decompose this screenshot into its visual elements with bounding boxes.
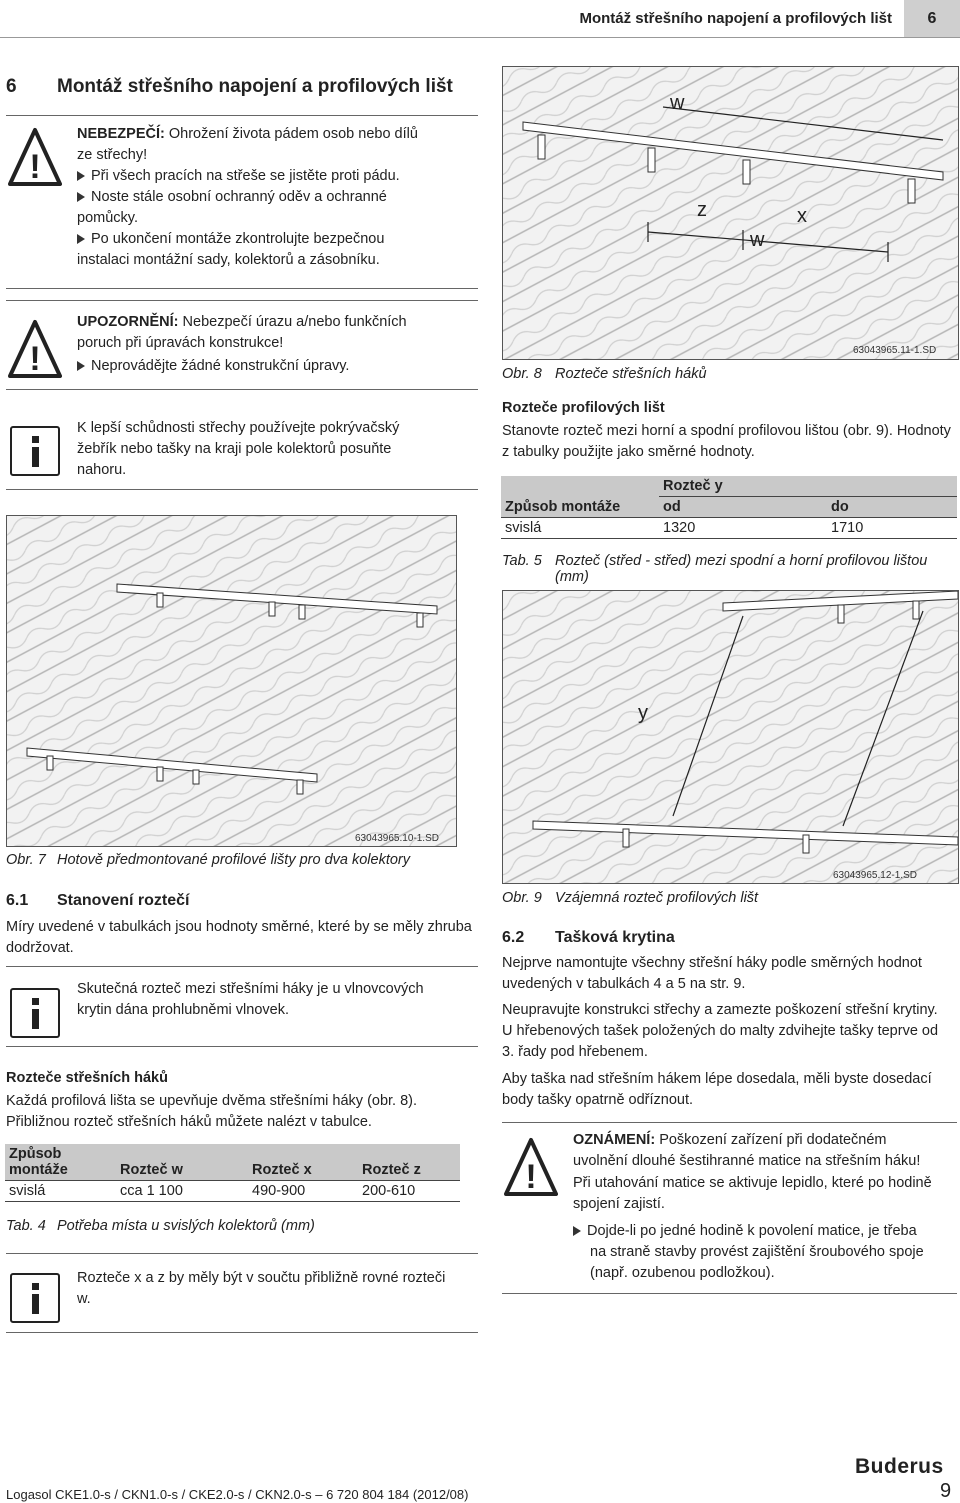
notice-item: Dojde-li po jedné hodině k povolení matice, je třeba na straně stavby provést zajištění šroubového spoje (např. ozubenou podložkou).	[573, 1221, 933, 1284]
info3-top-rule	[6, 1253, 478, 1254]
section-title: Montáž střešního napojení a profilových lišt	[57, 76, 453, 97]
figure-7-label: Obr. 7	[6, 852, 46, 868]
notice-list	[573, 1221, 933, 1284]
subsection-title: Tašková krytina	[555, 929, 675, 946]
hooks-heading: Rozteče střešních háků	[6, 1070, 168, 1086]
svg-text:!: !	[525, 1158, 537, 1196]
figure-8-caption: Rozteče střešních háků	[555, 366, 707, 382]
figure-7-roof-rails	[6, 515, 457, 847]
info-icon	[10, 988, 60, 1038]
figure-8-hook-spacing	[502, 66, 959, 360]
table-header: do	[827, 497, 957, 518]
table-group-header: Rozteč y	[659, 476, 957, 497]
notice-label: OZNÁMENÍ:	[573, 1132, 656, 1148]
caution-bottom-rule	[6, 389, 478, 390]
table-4-caption: Potřeba místa u svislých kolektorů (mm)	[57, 1218, 315, 1234]
caution-item: Neprovádějte žádné konstrukční úpravy.	[77, 356, 432, 377]
table-header: Způsob montáže	[501, 497, 659, 518]
info1-bottom-rule	[6, 489, 478, 490]
info3-bottom-rule	[6, 1332, 478, 1333]
info2-bottom-rule	[6, 1046, 478, 1047]
arrow-bullet-icon	[77, 234, 85, 244]
table-header: od	[659, 497, 827, 518]
figure-9-profile-spacing	[502, 590, 959, 884]
info-text-ladder: K lepší schůdnosti střechy používejte pokrývačský žebřík nebo tašky na kraji pole kolektorů posuňte nahoru.	[77, 420, 400, 478]
caution-label: UPOZORNĚNÍ:	[77, 314, 179, 330]
warning-icon	[504, 1136, 558, 1198]
header-rule	[0, 37, 960, 38]
section-6-2-p3: Aby taška nad střešním hákem lépe dosedala, měli byste dosedací body tašky opatrně odříznout.	[502, 1071, 932, 1108]
danger-top-rule	[6, 115, 478, 116]
footer-page-number: 9	[940, 1480, 952, 1502]
profiles-heading: Rozteče profilových lišt	[502, 400, 665, 416]
subsection-title: Stanovení roztečí	[57, 892, 190, 909]
danger-text: Ohrožení života pádem osob nebo dílů ze střechy!	[77, 126, 418, 163]
table-row: svislá cca 1 100 490-900 200-610	[5, 1181, 460, 1202]
warning-icon	[8, 126, 62, 188]
dimension-x: x	[797, 205, 807, 227]
figure-8-label: Obr. 8	[502, 366, 542, 382]
info-text-spacing: Rozteče x a z by měly být v součtu přibližně rovné rozteči w.	[77, 1270, 446, 1307]
section-6-1-text: Míry uvedené v tabulkách jsou hodnoty směrné, které by se měly zhruba dodržovat.	[6, 919, 472, 956]
danger-notice	[77, 124, 432, 166]
arrow-bullet-icon	[573, 1226, 581, 1236]
info-icon	[10, 426, 60, 476]
danger-item: Noste stále osobní ochranný oděv a ochranné pomůcky.	[77, 189, 387, 226]
danger-item: Při všech pracích na střeše se jistěte proti pádu.	[77, 166, 432, 187]
table-5-caption: Rozteč (střed - střed) mezi spodní a horní profilovou lištou (mm)	[555, 553, 928, 585]
figure-7-code: 63043965.10-1.SD	[355, 833, 439, 844]
svg-text:!: !	[29, 340, 41, 378]
arrow-bullet-icon	[77, 361, 85, 371]
roof-rails-illustration	[7, 516, 456, 846]
dimension-w-top: w	[670, 92, 685, 114]
table-header: Rozteč x	[248, 1144, 358, 1181]
section-6-2-p2: Neupravujte konstrukci střechy a zamezte poškození střešní krytiny. U hřebenových tašek položených do malty zdvihejte tašky teprve od 3. řady pod hřebenem.	[502, 1002, 939, 1060]
caution-notice	[77, 312, 417, 354]
profile-spacing-illustration	[503, 591, 958, 883]
figure-9-caption: Vzájemná rozteč profilových lišt	[555, 890, 759, 906]
footer-document-id: Logasol CKE1.0-s / CKN1.0-s / CKE2.0-s / CKN2.0-s – 6 720 804 184 (2012/08)	[6, 1487, 469, 1502]
subsection-number: 6.2	[502, 929, 525, 946]
svg-text:!: !	[29, 148, 41, 186]
section-number: 6	[6, 76, 17, 97]
danger-item: Po ukončení montáže zkontrolujte bezpečnou instalaci montážní sady, kolektorů a zásobníku.	[77, 231, 385, 268]
caution-list	[77, 356, 432, 377]
caution-top-rule	[6, 300, 478, 301]
info-text-corrugated: Skutečná rozteč mezi střešními háky je u vlnovcových krytin dána prohlubněmi vlnovek.	[77, 981, 424, 1018]
dimension-z: z	[697, 199, 707, 221]
profiles-text: Stanovte rozteč mezi horní a spodní profilovou lištou (obr. 9). Hodnoty z tabulky použijte jako směrné hodnoty.	[502, 423, 951, 460]
table-5-label: Tab. 5	[502, 553, 542, 569]
notice-text	[573, 1130, 933, 1172]
dimension-y: y	[638, 702, 648, 724]
header-title: Montáž střešního napojení a profilových lišt	[579, 10, 892, 27]
hooks-text: Každá profilová lišta se upevňuje dvěma střešními háky (obr. 8). Přibližnou rozteč střešních háků můžete nalézt v tabulce.	[6, 1093, 418, 1130]
table-5-profile-spacing	[501, 476, 957, 539]
notice-bottom-rule	[502, 1293, 957, 1294]
dimension-w-bottom: w	[750, 229, 765, 251]
table-4-hook-spacing	[5, 1144, 460, 1202]
hook-spacing-illustration	[503, 67, 958, 359]
arrow-bullet-icon	[77, 192, 85, 202]
info2-top-rule	[6, 966, 478, 967]
danger-label: NEBEZPEČÍ:	[77, 126, 165, 142]
arrow-bullet-icon	[77, 171, 85, 181]
table-header: Způsob montáže	[5, 1144, 116, 1181]
table-header: Rozteč w	[116, 1144, 248, 1181]
subsection-number: 6.1	[6, 892, 29, 909]
table-header: Rozteč z	[358, 1144, 460, 1181]
caution-text: Nebezpečí úrazu a/nebo funkčních poruch při úpravách konstrukce!	[77, 314, 407, 351]
table-4-label: Tab. 4	[6, 1218, 46, 1234]
figure-8-code: 63043965.11-1.SD	[853, 345, 937, 356]
warning-icon	[8, 318, 62, 380]
brand-logo: Buderus	[855, 1455, 944, 1478]
danger-list	[77, 166, 432, 271]
table-row: svislá 1320 1710	[501, 518, 957, 539]
header-chapter-number: 6	[904, 0, 960, 37]
danger-bottom-rule	[6, 288, 478, 289]
notice-top-rule	[502, 1122, 957, 1123]
figure-7-caption: Hotově předmontované profilové lišty pro dva kolektory	[57, 852, 411, 868]
info-icon	[10, 1273, 60, 1323]
figure-9-code: 63043965.12-1.SD	[833, 870, 917, 881]
notice-body: Poškození zařízení při dodatečném uvolnění dlouhé šestihranné matice na střešním háku!	[573, 1132, 921, 1169]
notice-text-2: Při utahování matice se aktivuje lepidlo, které po hodině spojení zajistí.	[573, 1175, 932, 1212]
section-6-2-p1: Nejprve namontujte všechny střešní háky podle směrných hodnot uvedených v tabulkách 4 a 5 na str. 9.	[502, 955, 922, 992]
figure-9-label: Obr. 9	[502, 890, 542, 906]
